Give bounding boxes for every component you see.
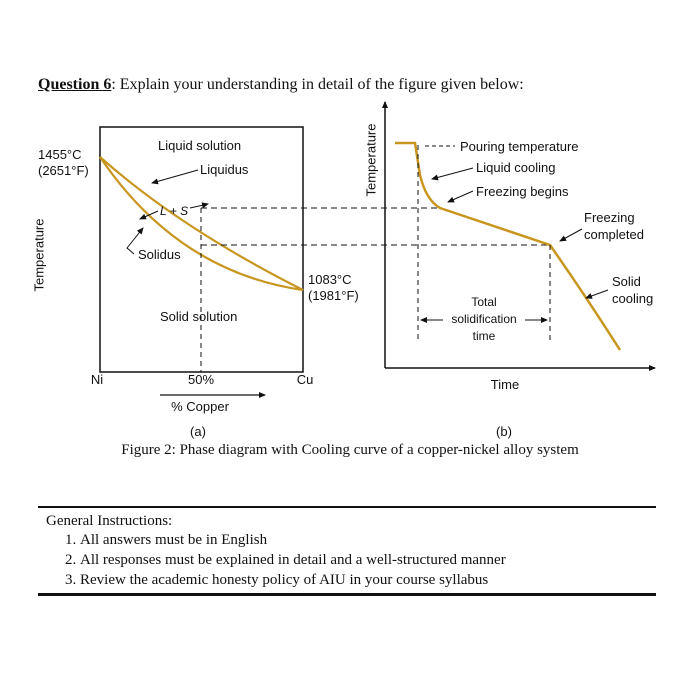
two-phase-label: L + S	[160, 204, 189, 218]
instructions-title: General Instructions:	[46, 513, 173, 529]
instruction-item: 1. All answers must be in English	[80, 530, 506, 550]
freezing-completed-pointer	[560, 229, 582, 241]
phase-y-axis-label: Temperature	[31, 218, 47, 292]
x-label-50: 50%	[187, 372, 215, 387]
solid-solution-label: Solid solution	[160, 309, 238, 324]
solid-cooling-label-1: Solid	[612, 274, 641, 289]
x-label-cu: Cu	[296, 372, 314, 387]
instruction-item: 2. All responses must be explained in detail and a well-structured manner	[80, 550, 506, 570]
instruction-item: 3. Review the academic honesty policy of AIU in your course syllabus	[80, 570, 506, 590]
x-label-ni: Ni	[90, 372, 104, 387]
liquid-solution-label: Liquid solution	[158, 138, 242, 153]
solidus-label: Solidus	[138, 247, 181, 262]
total-solidification-label-3: time	[472, 329, 496, 343]
question-label: Question 6	[38, 76, 112, 93]
cooling-curve	[363, 102, 655, 439]
two-phase-pointer-right	[190, 204, 208, 208]
question-text: : Explain your understanding in detail of the figure given below:	[111, 76, 524, 93]
cooling-sub-label: (b)	[496, 424, 512, 439]
cooling-x-axis-label: Time	[490, 377, 520, 392]
phase-diagram	[31, 127, 550, 439]
liquidus-label: Liquidus	[200, 162, 249, 177]
pouring-temperature-label: Pouring temperature	[460, 139, 579, 154]
solid-cooling-label-2: cooling	[612, 291, 654, 306]
cu-melting-point: 1083°C	[308, 272, 352, 287]
freezing-begins-pointer	[448, 191, 473, 202]
freezing-completed-label-1: Freezing	[584, 210, 635, 225]
solid-cooling-pointer	[586, 290, 608, 298]
instructions-list	[56, 530, 506, 590]
two-phase-pointer-left	[140, 211, 158, 219]
liquidus-pointer	[152, 170, 198, 183]
figure-caption: Figure 2: Phase diagram with Cooling curve of a copper-nickel alloy system	[121, 442, 579, 458]
total-solidification-label-1: Total	[471, 295, 497, 309]
total-solidification-label-2: solidification	[451, 312, 517, 326]
cooling-y-axis-label: Temperature	[363, 123, 379, 197]
cu-melting-point-f: (1981°F)	[308, 288, 359, 303]
ni-melting-point-f: (2651°F)	[38, 163, 89, 178]
phase-x-axis-label: % Copper	[171, 399, 229, 414]
ni-melting-point: 1455°C	[38, 147, 82, 162]
freezing-completed-label-2: completed	[584, 227, 644, 242]
phase-sub-label: (a)	[190, 424, 206, 439]
general-instructions	[38, 506, 656, 596]
liquid-cooling-label: Liquid cooling	[476, 160, 556, 175]
liquid-cooling-pointer	[432, 168, 473, 179]
freezing-begins-label: Freezing begins	[476, 184, 569, 199]
